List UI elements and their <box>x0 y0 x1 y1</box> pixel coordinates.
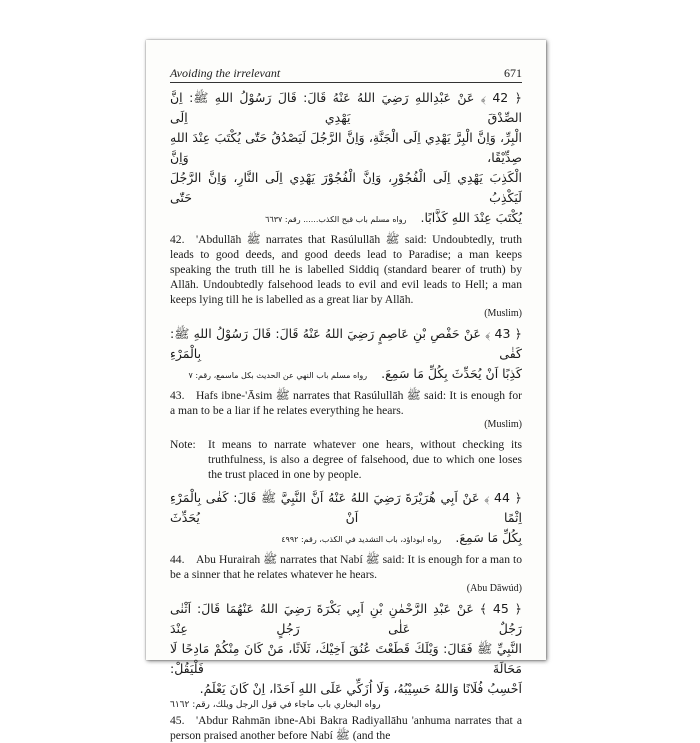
hadith-number: 43. <box>170 389 185 402</box>
page-number: 671 <box>504 66 522 80</box>
arabic-reference: رواه مسلم باب قبح الكذب...... رقم: ٦٦٣٧ <box>265 215 407 224</box>
arabic-reference: رواه مسلم باب النهي عن الحديث بكل ماسمع، رقم: ٧ <box>188 371 368 380</box>
english-translation <box>170 713 522 743</box>
english-translation <box>170 552 522 582</box>
english-translation <box>170 232 522 307</box>
translation-text: 'Abdur Rahmān ibne-Abi Bakra Radiyallāhu 'anhuma narrates that a person praised another before Nabí ﷺ (and the <box>170 714 522 742</box>
arabic-reference: رواه البخاري باب ماجاء في قول الرجل ويلك، رقم: ٦١٦٢ <box>170 700 381 710</box>
source-citation: (Abu Dāwúd) <box>466 583 522 594</box>
arabic-text-line <box>170 528 522 550</box>
arabic-text-line <box>170 364 522 386</box>
hadith-number: 42. <box>170 233 185 246</box>
translation-text: Hafs ibne-'Āsim ﷺ narrates that Rasúlullāh ﷺ said: It is enough for a man to be a liar if he relates everything he hears. <box>170 389 522 417</box>
running-header <box>170 62 522 83</box>
arabic-text-line: النَّبِيِّ ﷺ فَقَالَ: وَيْلَكَ قَطَعْتَ عُنُقَ اَخِيْكَ، ثَلَاثًا، مَنْ كَانَ مِنْكُمْ مَادِحًا لَا مَحَالَةَ فَلْيَقُلْ: <box>170 641 522 676</box>
hadith-number: 45. <box>170 714 185 727</box>
arabic-text-line: ﴿ 43 ﴾ عَنْ حَفْصِ بْنِ عَاصِمٍ رَضِيَ اللهُ عَنْهُ قَالَ: قَالَ رَسُوْلُ اللهِ ﷺ: كَفٰى بِالْمَرْءِ <box>170 326 522 361</box>
note-label: Note: <box>170 438 196 451</box>
arabic-reference: رواه ابوداؤد، باب التشديد في الكذب، رقم: ٤٩٩٢ <box>281 535 442 544</box>
arabic-text-line: ﴿ 45 ﴾ عَنْ عَبْدِ الرَّحْمٰنِ بْنِ اَبِي بَكْرَةَ رَضِيَ اللهُ عَنْهُمَا قَالَ: اَثْنٰى رَجُلٌ عَلٰى رَجُلٍ عِنْدَ <box>170 601 522 636</box>
arabic-text-line: ﴿ 44 ﴾ عَنْ اَبِي هُرَيْرَةَ رَضِيَ اللهُ عَنْهُ اَنَّ النَّبِيَّ ﷺ قَالَ: كَفٰى بِالْمَرْءِ اِثْمًا اَنْ يُحَدِّثَ <box>170 490 522 525</box>
hadith-number: 44. <box>170 553 185 566</box>
source-citation: (Muslim) <box>484 308 522 319</box>
english-translation <box>170 388 522 418</box>
arabic-text-end: يُكْتَبَ عِنْدَ اللهِ كَذَّابًا. <box>420 210 522 225</box>
arabic-text-line <box>170 208 522 230</box>
note-block <box>170 437 522 482</box>
chapter-title: Avoiding the irrelevant <box>170 66 281 80</box>
arabic-text-line: الْبِرِّ، وَاِنَّ الْبِرَّ يَهْدِي اِلَى الْجَنَّةِ، وَاِنَّ الرَّجُلَ لَيَصْدُقُ حَتّٰى يُكْتَبَ عِنْدَ اللهِ صِدِّيْقًا، وَاِنَّ <box>170 130 522 165</box>
source-citation: (Muslim) <box>484 419 522 430</box>
translation-text: 'Abdullāh ﷺ narrates that Rasúlullāh ﷺ said: Undoubtedly, truth leads to good deeds, and good deeds lead to Paradise; a man keeps speaking the truth till he is labelled Siddiq (standard bearer of truth) by Allāh. Undoubtedly falsehood leads to evil and evil leads to Hell; a man keeps lying till he is labelled as a great liar by Allāh. <box>170 233 522 306</box>
hadith-45 <box>170 599 522 743</box>
hadith-43 <box>170 324 522 431</box>
note-text: It means to narrate whatever one hears, without checking its truthfulness, is also a degree of falsehood, due to which one loses the trust placed in one by people. <box>208 438 522 481</box>
arabic-text-line: اَحْسِبُ فُلَانًا وَاللهُ حَسِيْبُهُ، وَلَا اُزَكِّي عَلَى اللهِ اَحَدًا، اِنْ كَانَ يَعْلَمُ. <box>199 681 522 696</box>
hadith-42 <box>170 88 522 320</box>
translation-text: Abu Hurairah ﷺ narrates that Nabí ﷺ said: It is enough for a man to be a sinner that he relates whatever he hears. <box>170 553 522 581</box>
arabic-text-end: بِكُلِّ مَا سَمِعَ. <box>455 530 522 545</box>
hadith-44 <box>170 488 522 595</box>
page-content <box>170 88 522 743</box>
arabic-text-line: ﴿ 42 ﴾ عَنْ عَبْدِاللهِ رَضِيَ اللهُ عَنْهُ قَالَ: قَالَ رَسُوْلُ اللهِ ﷺ: اِنَّ الصِّدْقَ يَهْدِي اِلَى <box>170 90 522 125</box>
book-page <box>146 40 546 742</box>
arabic-text-end: كَذِبًا اَنْ يُحَدِّثَ بِكُلِّ مَا سَمِعَ. <box>381 366 522 381</box>
arabic-text-line: الْكَذِبَ يَهْدِي اِلَى الْفُجُوْرِ، وَاِنَّ الْفُجُوْرَ يَهْدِي اِلَى النَّارِ، وَاِنَّ الرَّجُلَ لَيَكْذِبُ حَتّٰى <box>170 170 522 205</box>
